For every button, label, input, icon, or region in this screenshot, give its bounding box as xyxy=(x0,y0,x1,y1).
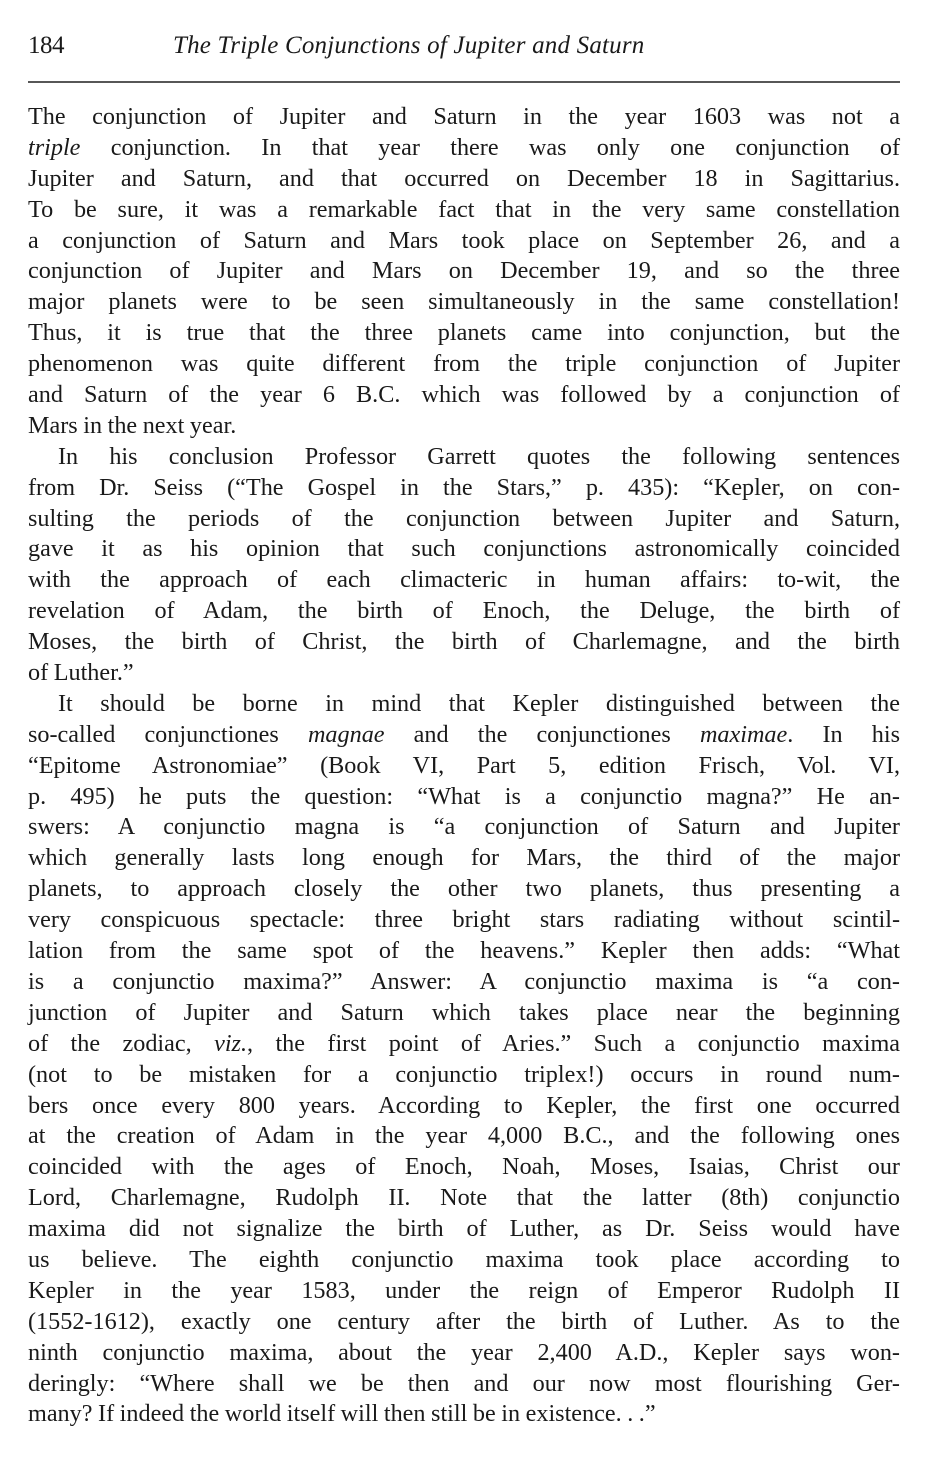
text-segment: at the creation of Adam in the year 4,000 B.C., and the following ones xyxy=(28,1122,900,1150)
text-segment: Mars in the next year. xyxy=(28,411,237,439)
text-line xyxy=(28,720,900,751)
text-line xyxy=(28,565,900,596)
italic-text: maximae xyxy=(699,720,788,748)
text-segment: maxima did not signalize the birth of Luther, as Dr. Seiss would have xyxy=(28,1215,900,1243)
text-segment: ninth conjunctio maxima, about the year 2,400 A.D., Kepler says won- xyxy=(28,1338,900,1366)
text-line xyxy=(28,658,900,689)
text-line xyxy=(28,287,900,318)
text-segment: swers: A conjunctio magna is “a conjunction of Saturn and Jupiter xyxy=(28,813,900,841)
text-segment: Kepler in the year 1583, under the reign of Emperor Rudolph II xyxy=(28,1276,900,1304)
text-segment: (not to be mistaken for a conjunctio triplex!) occurs in round num- xyxy=(28,1060,900,1088)
text-segment: deringly: “Where shall we be then and our now most flourishing Ger- xyxy=(28,1369,900,1397)
text-segment: with the approach of each climacteric in human affairs: to-wit, the xyxy=(28,566,900,594)
text-segment: To be sure, it was a remarkable fact that in the very same constellation xyxy=(28,195,900,223)
text-line xyxy=(28,1121,900,1152)
text-segment: very conspicuous spectacle: three bright stars radiating without scintil- xyxy=(28,906,900,934)
text-segment: revelation of Adam, the birth of Enoch, the Deluge, the birth of xyxy=(28,597,900,625)
text-segment: p. 495) he puts the question: “What is a conjunctio magna?” He an- xyxy=(28,782,900,810)
text-line xyxy=(28,195,900,226)
text-segment: (1552-1612), exactly one century after the birth of Luther. As to the xyxy=(28,1307,900,1335)
text-segment: . In his xyxy=(787,720,900,748)
text-segment: of Luther.” xyxy=(28,659,134,687)
text-line xyxy=(28,1091,900,1122)
text-line xyxy=(28,164,900,195)
text-line xyxy=(28,473,900,504)
body-text xyxy=(28,102,900,1430)
text-segment: a conjunction of Saturn and Mars took place on September 26, and a xyxy=(28,226,900,254)
paragraph xyxy=(28,442,900,689)
text-segment: and Saturn of the year 6 B.C. which was followed by a conjunction of xyxy=(28,381,900,409)
text-segment: us believe. The eighth conjunctio maxima took place according to xyxy=(28,1245,900,1273)
text-segment: so-called conjunctiones xyxy=(28,720,308,748)
text-line xyxy=(28,1307,900,1338)
text-line xyxy=(28,1152,900,1183)
text-segment: In his conclusion Professor Garrett quotes the following sentences xyxy=(58,442,900,470)
text-segment: which generally lasts long enough for Mars, the third of the major xyxy=(28,844,900,872)
text-segment: planets, to approach closely the other two planets, thus presenting a xyxy=(28,875,900,903)
text-line xyxy=(28,256,900,287)
text-line xyxy=(28,1245,900,1276)
text-line xyxy=(28,905,900,936)
text-segment: conjunction of Jupiter and Mars on December 19, and so the three xyxy=(28,257,900,285)
text-line xyxy=(28,936,900,967)
text-line xyxy=(28,1338,900,1369)
text-line xyxy=(28,504,900,535)
text-segment: bers once every 800 years. According to Kepler, the first one occurred xyxy=(28,1091,900,1119)
text-line xyxy=(28,534,900,565)
italic-text: viz. xyxy=(214,1029,247,1057)
running-title: The Triple Conjunctions of Jupiter and Saturn xyxy=(173,32,645,59)
text-line xyxy=(28,874,900,905)
text-segment: conjunction. In that year there was only one conjunction of xyxy=(80,133,900,161)
text-segment: sulting the periods of the conjunction between Jupiter and Saturn, xyxy=(28,504,900,532)
text-line xyxy=(28,1399,900,1430)
text-line xyxy=(28,998,900,1029)
text-line xyxy=(28,1183,900,1214)
text-segment: major planets were to be seen simultaneously in the same constellation! xyxy=(28,288,900,316)
text-line xyxy=(28,411,900,442)
italic-text: magnae xyxy=(307,720,385,748)
text-segment: and the conjunctiones xyxy=(384,720,700,748)
text-segment: from Dr. Seiss (“The Gospel in the Stars,” p. 435): “Kepler, on con- xyxy=(28,473,900,501)
text-line xyxy=(28,1029,900,1060)
text-segment: Moses, the birth of Christ, the birth of Charlemagne, and the birth xyxy=(28,628,900,656)
text-segment: It should be borne in mind that Kepler distinguished between the xyxy=(58,689,900,717)
running-head xyxy=(28,32,900,66)
text-segment: Jupiter and Saturn, and that occurred on December 18 in Sagittarius. xyxy=(28,164,900,192)
text-segment: of the zodiac, xyxy=(28,1029,215,1057)
text-segment: junction of Jupiter and Saturn which takes place near the beginning xyxy=(28,998,900,1026)
text-segment: Lord, Charlemagne, Rudolph II. Note that the latter (8th) conjunctio xyxy=(28,1184,900,1212)
text-line xyxy=(28,318,900,349)
paragraph xyxy=(28,689,900,1430)
text-segment: gave it as his opinion that such conjunctions astronomically coincided xyxy=(28,535,900,563)
text-line xyxy=(28,133,900,164)
text-line xyxy=(28,843,900,874)
italic-text: triple xyxy=(28,133,81,161)
text-line xyxy=(28,442,900,473)
text-line xyxy=(28,1214,900,1245)
text-line xyxy=(28,689,900,720)
text-line xyxy=(28,380,900,411)
text-line xyxy=(28,1060,900,1091)
text-line xyxy=(28,349,900,380)
page-number: 184 xyxy=(28,32,64,59)
text-segment: phenomenon was quite different from the triple conjunction of Jupiter xyxy=(28,350,900,378)
text-segment: , the first point of Aries.” Such a conjunctio maxima xyxy=(247,1029,901,1057)
text-line xyxy=(28,967,900,998)
text-line xyxy=(28,1369,900,1400)
text-line xyxy=(28,102,900,133)
text-line xyxy=(28,812,900,843)
text-line xyxy=(28,596,900,627)
text-segment: many? If indeed the world itself will then still be in existence. . .” xyxy=(28,1400,656,1428)
paragraph xyxy=(28,102,900,442)
text-line xyxy=(28,782,900,813)
text-segment: coincided with the ages of Enoch, Noah, Moses, Isaias, Christ our xyxy=(28,1153,900,1181)
text-segment: lation from the same spot of the heavens.” Kepler then adds: “What xyxy=(28,937,900,965)
text-segment: is a conjunctio maxima?” Answer: A conjunctio maxima is “a con- xyxy=(28,967,900,995)
text-line xyxy=(28,751,900,782)
text-segment: Thus, it is true that the three planets came into conjunction, but the xyxy=(28,319,900,347)
text-line xyxy=(28,1276,900,1307)
text-line xyxy=(28,226,900,257)
text-line xyxy=(28,627,900,658)
text-segment: The conjunction of Jupiter and Saturn in the year 1603 was not a xyxy=(28,103,900,130)
header-rule xyxy=(28,81,900,83)
text-segment: “Epitome Astronomiae” (Book VI, Part 5, edition Frisch, Vol. VI, xyxy=(28,751,900,779)
